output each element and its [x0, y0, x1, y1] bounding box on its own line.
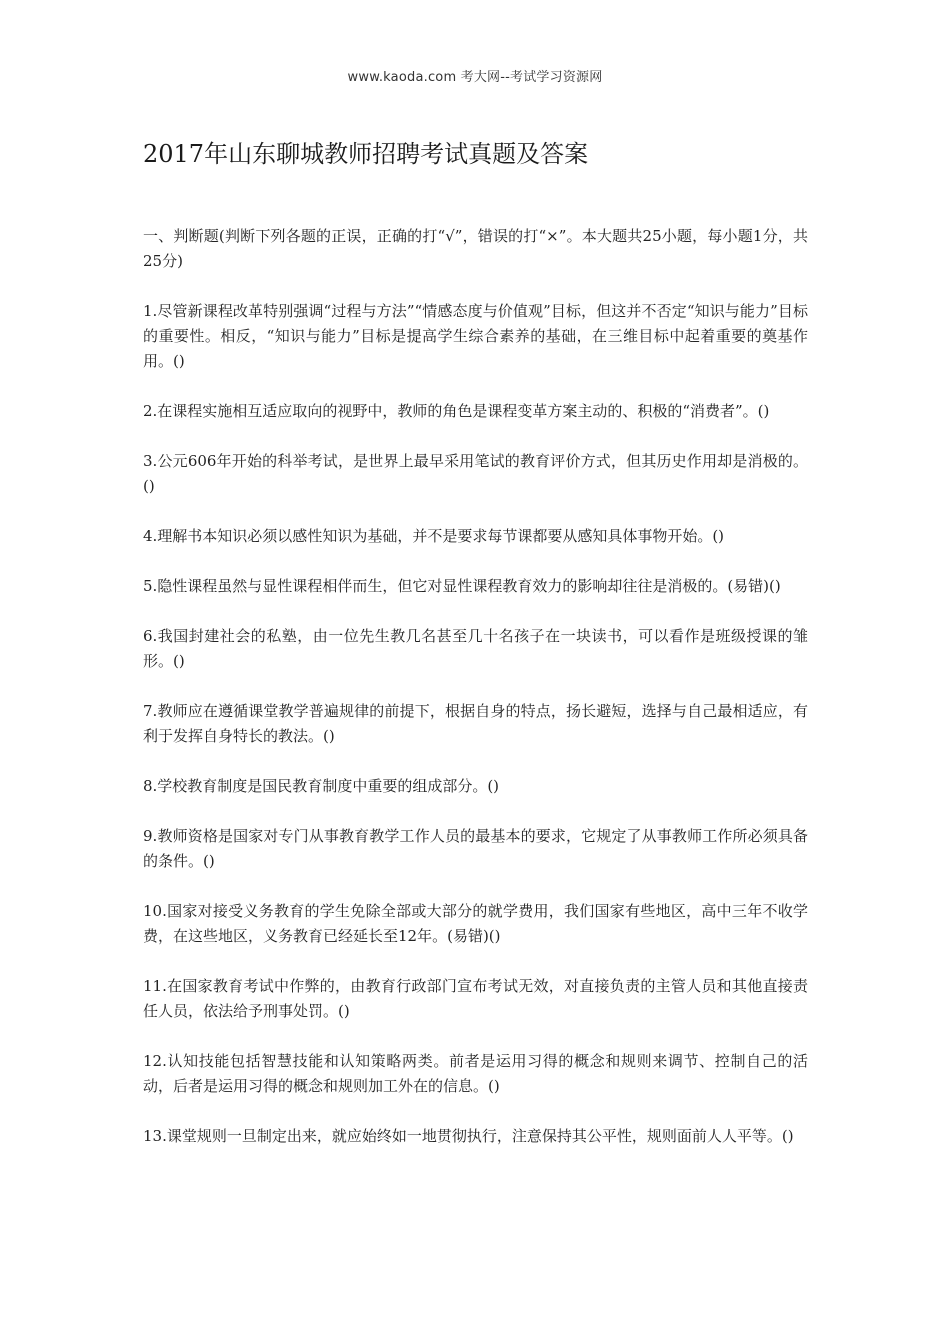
question-item: 1.尽管新课程改革特别强调“过程与方法”“情感态度与价值观”目标，但这并不否定“知识与能力”目标的重要性。相反，“知识与能力”目标是提高学生综合素养的基础，在三维目标中起着重要的奠基作用。(): [143, 302, 808, 370]
page-title: 2017年山东聊城教师招聘考试真题及答案: [143, 140, 589, 168]
section-intro: 一、判断题(判断下列各题的正误，正确的打“√”，错误的打“×”。本大题共25小题，每小题1分，共25分): [143, 227, 808, 270]
question-item: 8.学校教育制度是国民教育制度中重要的组成部分。(): [143, 777, 500, 795]
document-body: [143, 224, 808, 1174]
question-item: 12.认知技能包括智慧技能和认知策略两类。前者是运用习得的概念和规则来调节、控制自己的活动，后者是运用习得的概念和规则加工外在的信息。(): [143, 1052, 808, 1095]
question-item: 9.教师资格是国家对专门从事教育教学工作人员的最基本的要求，它规定了从事教师工作所必须具备的条件。(): [143, 827, 808, 870]
question-item: 13.课堂规则一旦制定出来，就应始终如一地贯彻执行，注意保持其公平性，规则面前人人平等。(): [143, 1127, 794, 1145]
question-item: 6.我国封建社会的私塾，由一位先生教几名甚至几十名孩子在一块读书，可以看作是班级授课的雏形。(): [143, 627, 808, 670]
question-item: 2.在课程实施相互适应取向的视野中，教师的角色是课程变革方案主动的、积极的“消费者”。(): [143, 402, 770, 420]
site-header: www.kaoda.com 考大网--考试学习资源网: [347, 70, 603, 85]
question-item: 5.隐性课程虽然与显性课程相伴而生，但它对显性课程教育效力的影响却往往是消极的。(易错)(): [143, 577, 781, 595]
question-item: 3.公元606年开始的科举考试，是世界上最早采用笔试的教育评价方式，但其历史作用却是消极的。(): [143, 452, 808, 495]
question-item: 11.在国家教育考试中作弊的，由教育行政部门宣布考试无效，对直接负责的主管人员和其他直接责任人员，依法给予刑事处罚。(): [143, 977, 808, 1020]
question-item: 10.国家对接受义务教育的学生免除全部或大部分的就学费用，我们国家有些地区，高中三年不收学费，在这些地区，义务教育已经延长至12年。(易错)(): [143, 902, 808, 945]
question-item: 7.教师应在遵循课堂教学普遍规律的前提下，根据自身的特点，扬长避短，选择与自己最相适应，有利于发挥自身特长的教法。(): [143, 702, 808, 745]
question-item: 4.理解书本知识必须以感性知识为基础，并不是要求每节课都要从感知具体事物开始。(): [143, 527, 725, 545]
